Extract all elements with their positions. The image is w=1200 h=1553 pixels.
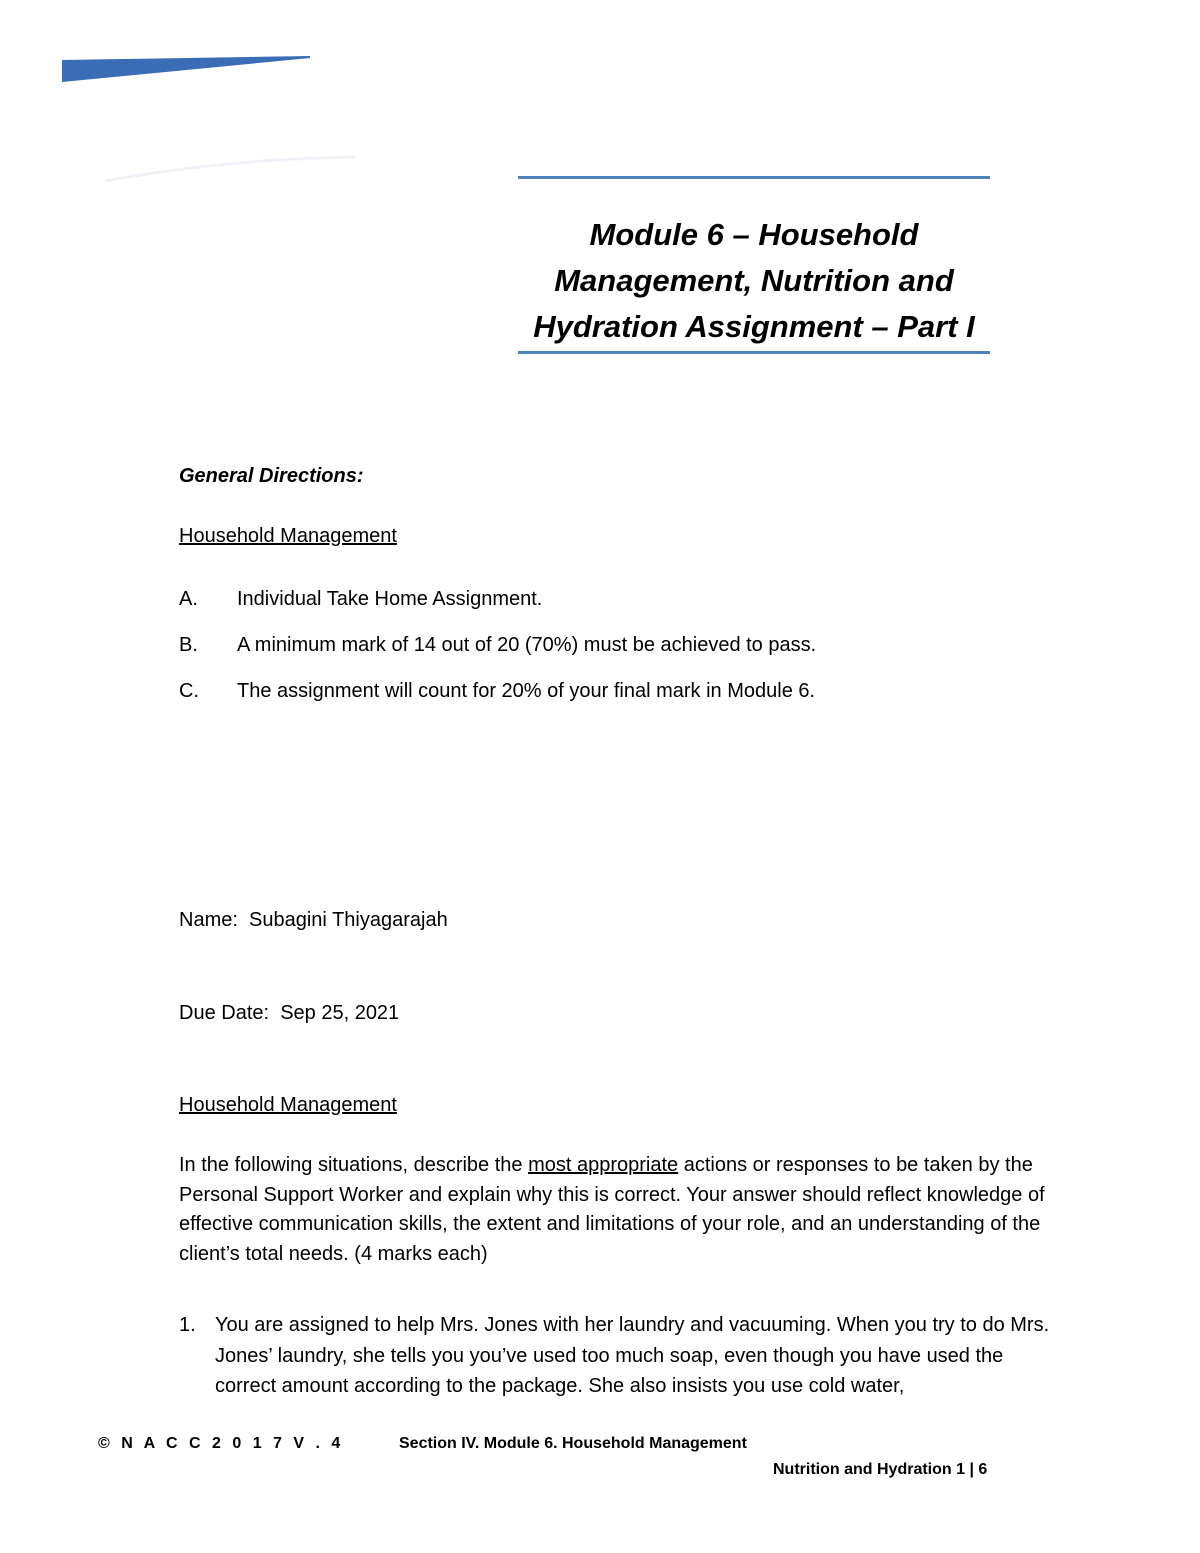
title-bottom-rule (518, 351, 990, 354)
item-text: The assignment will count for 20% of your final mark in Module 6. (237, 680, 816, 702)
intro-emphasis: most appropriate (528, 1154, 679, 1176)
due-date-label: Due Date: (179, 1002, 270, 1024)
section-heading: Household Management (179, 1094, 397, 1116)
student-name-line (179, 906, 448, 934)
logo-swoosh-graphic (105, 155, 355, 185)
item-text: A minimum mark of 14 out of 20 (70%) must be achieved to pass. (237, 634, 817, 656)
logo-swoosh-shape (105, 157, 355, 181)
logo-bar-shape (62, 56, 310, 82)
name-value: Subagini Thiyagarajah (249, 909, 448, 931)
question-1 (179, 1310, 1059, 1402)
household-management-subheading: Household Management (179, 525, 397, 547)
question-number: 1. (179, 1314, 196, 1336)
question-text: You are assigned to help Mrs. Jones with her laundry and vacuuming. When you try to do Mrs. Jones’ laundry, she tells you you’ve used too much soap, even though you have used the correct amount according to the package. She also insists you use cold water, (215, 1314, 1050, 1397)
due-date-value: Sep 25, 2021 (280, 1002, 400, 1024)
instructions-paragraph (179, 1151, 1059, 1269)
intro-text-before: In the following situations, describe the (179, 1154, 529, 1176)
title-line-1: Module 6 – Household (589, 217, 919, 252)
title-top-rule (518, 176, 990, 179)
general-directions-heading: General Directions: (179, 465, 364, 487)
footer-section-ref: Section IV. Module 6. Household Management (399, 1435, 747, 1452)
page-title (515, 212, 993, 350)
item-text: Individual Take Home Assignment. (237, 588, 543, 610)
item-letter: C. (179, 680, 199, 702)
title-line-2: Management, Nutrition and (554, 263, 954, 298)
footer-page-ref: Nutrition and Hydration 1 | 6 (773, 1461, 988, 1478)
title-line-3: Hydration Assignment – Part I (533, 309, 975, 344)
item-letter: A. (179, 588, 198, 610)
name-label: Name: (179, 909, 238, 931)
due-date-line (179, 999, 399, 1027)
item-letter: B. (179, 634, 198, 656)
intro-text-after: actions or responses to be taken by the Personal Support Worker and explain why this is correct. Your answer should reflect knowledge of effective communication skills, the extent and limitations of your role, and an understanding of the client’s total needs. (4 marks each) (179, 1154, 1045, 1265)
logo-bar-graphic (62, 56, 310, 84)
footer-copyright: © N A C C 2 0 1 7 V . 4 (98, 1435, 344, 1452)
